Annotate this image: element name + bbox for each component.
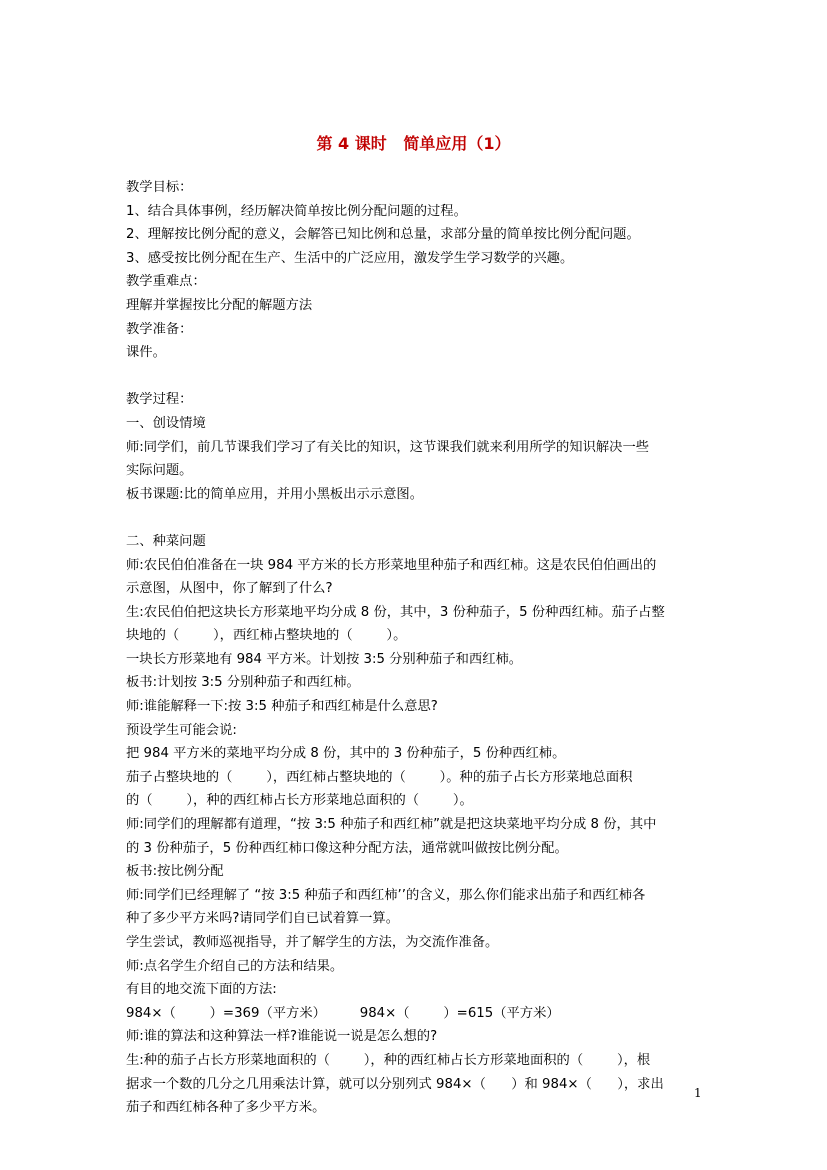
text-line: 3、感受按比例分配在生产、生活中的广泛应用，激发学生学习数学的兴趣。	[126, 250, 574, 266]
text-line: 二、种菜问题	[126, 533, 206, 549]
text-line: 茄子占整块地的（ ），西红柿占整块地的（ ）。种的茄子占长方形菜地总面积	[126, 769, 633, 785]
text-line: 师:农民伯伯准备在一块 984 平方米的长方形菜地里种茄子和西红柿。这是农民伯伯画出的	[126, 557, 657, 573]
text-line: 板书:按比例分配	[126, 864, 224, 880]
text-line: 板书课题:比的简单应用，并用小黑板出示示意图。	[126, 486, 424, 502]
text-line: 教学重难点：	[126, 274, 206, 290]
text-line: 的 3 份种茄子，5 份种西红柿口像这种分配方法，通常就叫做按比例分配。	[126, 840, 568, 856]
lesson-body	[126, 176, 716, 1120]
blank-line	[126, 506, 716, 530]
text-line: 师:谁的算法和这种算法一样?谁能说一说是怎么想的?	[126, 1029, 438, 1045]
text-line: 师:同学们的理解都有道理，“按 3:5 种茄子和西红柿”就是把这块菜地平均分成 8 份，其中	[126, 817, 657, 833]
text-line: 生:农民伯伯把这块长方形菜地平均分成 8 份，其中，3 份种茄子，5 份种西红柿。茄子占整	[126, 604, 665, 620]
text-line: 生:种的茄子占长方形菜地面积的（ ），种的西红柿占长方形菜地面积的（ ），根	[126, 1052, 651, 1068]
page-number: 1	[694, 1086, 702, 1100]
text-line: 师:同学们，前几节课我们学习了有关比的知识，这节课我们就来利用所学的知识解决一些	[126, 439, 650, 455]
text-line: 一、创设情境	[126, 415, 206, 431]
text-line: 师:点名学生介绍自己的方法和结果。	[126, 958, 344, 974]
text-line: 示意图，从图中，你了解到了什么?	[126, 581, 333, 597]
text-line: 预设学生可能会说:	[126, 722, 237, 738]
text-line: 984×（ ）=369（平方米） 984×（ ）=615（平方米）	[126, 1005, 560, 1021]
text-line: 的（ ），种的西红柿占长方形菜地总面积的（ ）。	[126, 793, 473, 809]
text-line: 实际问题。	[126, 463, 193, 479]
text-line: 师:谁能解释一下:按 3:5 种茄子和西红柿是什么意思?	[126, 699, 438, 715]
text-line: 一块长方形菜地有 984 平方米。计划按 3:5 分别种茄子和西红柿。	[126, 651, 523, 667]
text-line: 理解并掌握按比分配的解题方法	[126, 297, 313, 313]
text-line: 据求一个数的几分之几用乘法计算，就可以分别列式 984×（ ）和 984×（ ），求出	[126, 1076, 664, 1092]
text-line: 把 984 平方米的菜地平均分成 8 份，其中的 3 份种茄子，5 份种西红柿。	[126, 746, 566, 762]
text-line: 师:同学们已经理解了 “按 3:5 种茄子和西红柿’’的含义，那么你们能求出茄子和西红柿各	[126, 887, 646, 903]
text-line: 教学过程：	[126, 392, 193, 408]
text-line: 学生尝试，教师巡视指导，并了解学生的方法，为交流作准备。	[126, 935, 499, 950]
blank-line	[126, 365, 716, 389]
text-line: 种了多少平方米吗?请同学们自已试着算一算。	[126, 911, 399, 927]
text-line: 茄子和西红柿各种了多少平方米。	[126, 1100, 326, 1116]
text-line: 块地的（ ），西红柿占整块地的（ ）。	[126, 628, 407, 644]
text-line: 2、理解按比例分配的意义，会解答已知比例和总量，求部分量的简单按比例分配问题。	[126, 227, 640, 243]
text-line: 教学目标：	[126, 180, 193, 195]
lesson-title: 第 4 课时 简单应用（1）	[316, 134, 511, 153]
text-line: 板书:计划按 3:5 分别种茄子和西红柿。	[126, 675, 360, 691]
text-line: 教学准备：	[126, 321, 193, 337]
text-line: 课件。	[126, 345, 166, 361]
text-line: 1、结合具体事例，经历解决简单按比例分配问题的过程。	[126, 203, 467, 219]
text-line: 有目的地交流下面的方法:	[126, 982, 277, 998]
